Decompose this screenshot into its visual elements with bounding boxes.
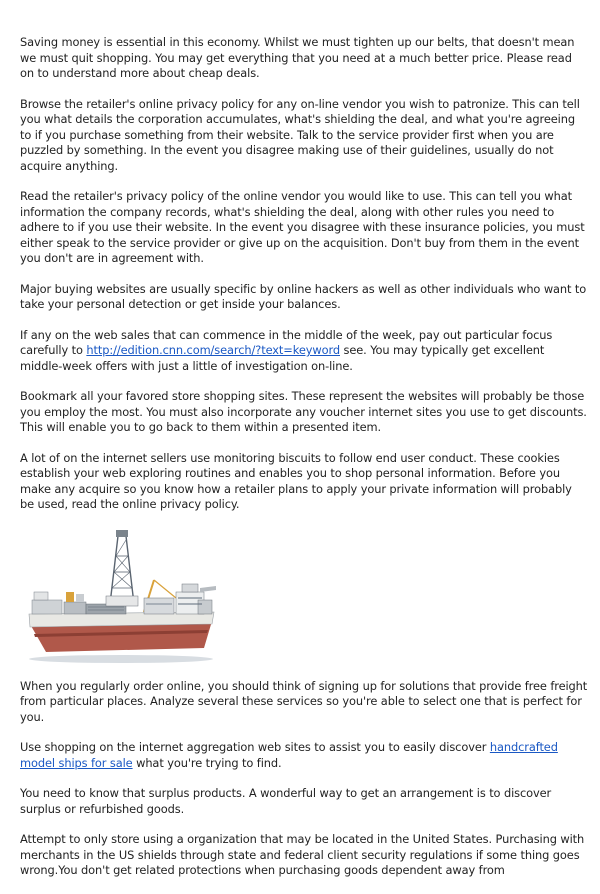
- cnn-search-link[interactable]: http://edition.cnn.com/search/?text=keyword: [86, 343, 340, 357]
- paragraph-text: see. You may typically get excellent middle-week offers with just a little of investigation on-line.: [20, 343, 545, 373]
- drillship-image: [26, 528, 216, 668]
- paragraph-surplus: You need to know that surplus products. A wonderful way to get an arrangement is to discover surplus or refurbished goods.: [20, 786, 552, 816]
- paragraph-text: what you're trying to find.: [132, 755, 282, 770]
- paragraph-text: Use shopping on the internet aggregation web sites to assist you to easily discover: [20, 740, 490, 754]
- paragraph-bookmark: Bookmark all your favored store shopping sites. These represent the websites will probably be those you employ the most. You must also incorporate any voucher internet sites you use to get discounts. This will enable you to go back to them within a presented item.: [20, 389, 587, 434]
- paragraph-intro: Saving money is essential in this economy. Whilst we must tighten up our belts, that doesn't mean we must quit shopping. You may get everything that you need at a much better price. Please read on to understand more about cheap deals.: [20, 35, 575, 80]
- paragraph-us-merchants: Attempt to only store using a organization that may be located in the United States. Purchasing with merchants in the US shields through state and federal client security regulations if some thing goes wrong.You don't get related protections when purchasing goods dependent away from: [20, 832, 585, 877]
- paragraph-cookies: A lot of on the internet sellers use monitoring biscuits to follow end user conduct. These cookies establish your web exploring routines and enables you to shop personal information. Before you make any acquire so you know how a retailer plans to apply your private information will probably be used, read the online privacy policy.: [20, 450, 572, 511]
- paragraph-hackers: Major buying websites are usually specific by online hackers as well as other individuals who want to take your personal detection or get inside your balances.: [20, 281, 587, 311]
- paragraph-midweek-sales: [20, 328, 588, 375]
- drillship-illustration: [26, 528, 216, 668]
- model-ships-link[interactable]: handcrafted model ships for sale: [20, 740, 558, 770]
- paragraph-privacy-policy: Browse the retailer's online privacy policy for any on-line vendor you wish to patronize. This can tell you what details the corporation accumulates, what's shielding the deal, and what you're agreeing to if you purchase something from their website. Talk to the service provider first when you are puzzled by something. In the event you disagree making use of their guidelines, usually do not acquire anything.: [20, 96, 580, 173]
- paragraph-aggregation: [20, 740, 588, 771]
- paragraph-privacy-policy-2: Read the retailer's privacy policy of the online vendor you would like to use. This can tell you what information the company records, what's shielding the deal, along with other rules you need to adhere to if you use their website. In the event you disagree with these insurance policies, you must either speak to the service provider or give up on the acquisition. Don't buy from them in the event you don't are in agreement with.: [20, 189, 585, 265]
- article-body: [20, 35, 588, 894]
- paragraph-text: If any on the web sales that can commence in the middle of the week, pay out particular focus carefully to: [20, 327, 553, 357]
- paragraph-free-freight: When you regularly order online, you should think of signing up for solutions that provide free freight from particular places. Analyze several these services so you're able to select one that is perfect for you.: [20, 678, 588, 724]
